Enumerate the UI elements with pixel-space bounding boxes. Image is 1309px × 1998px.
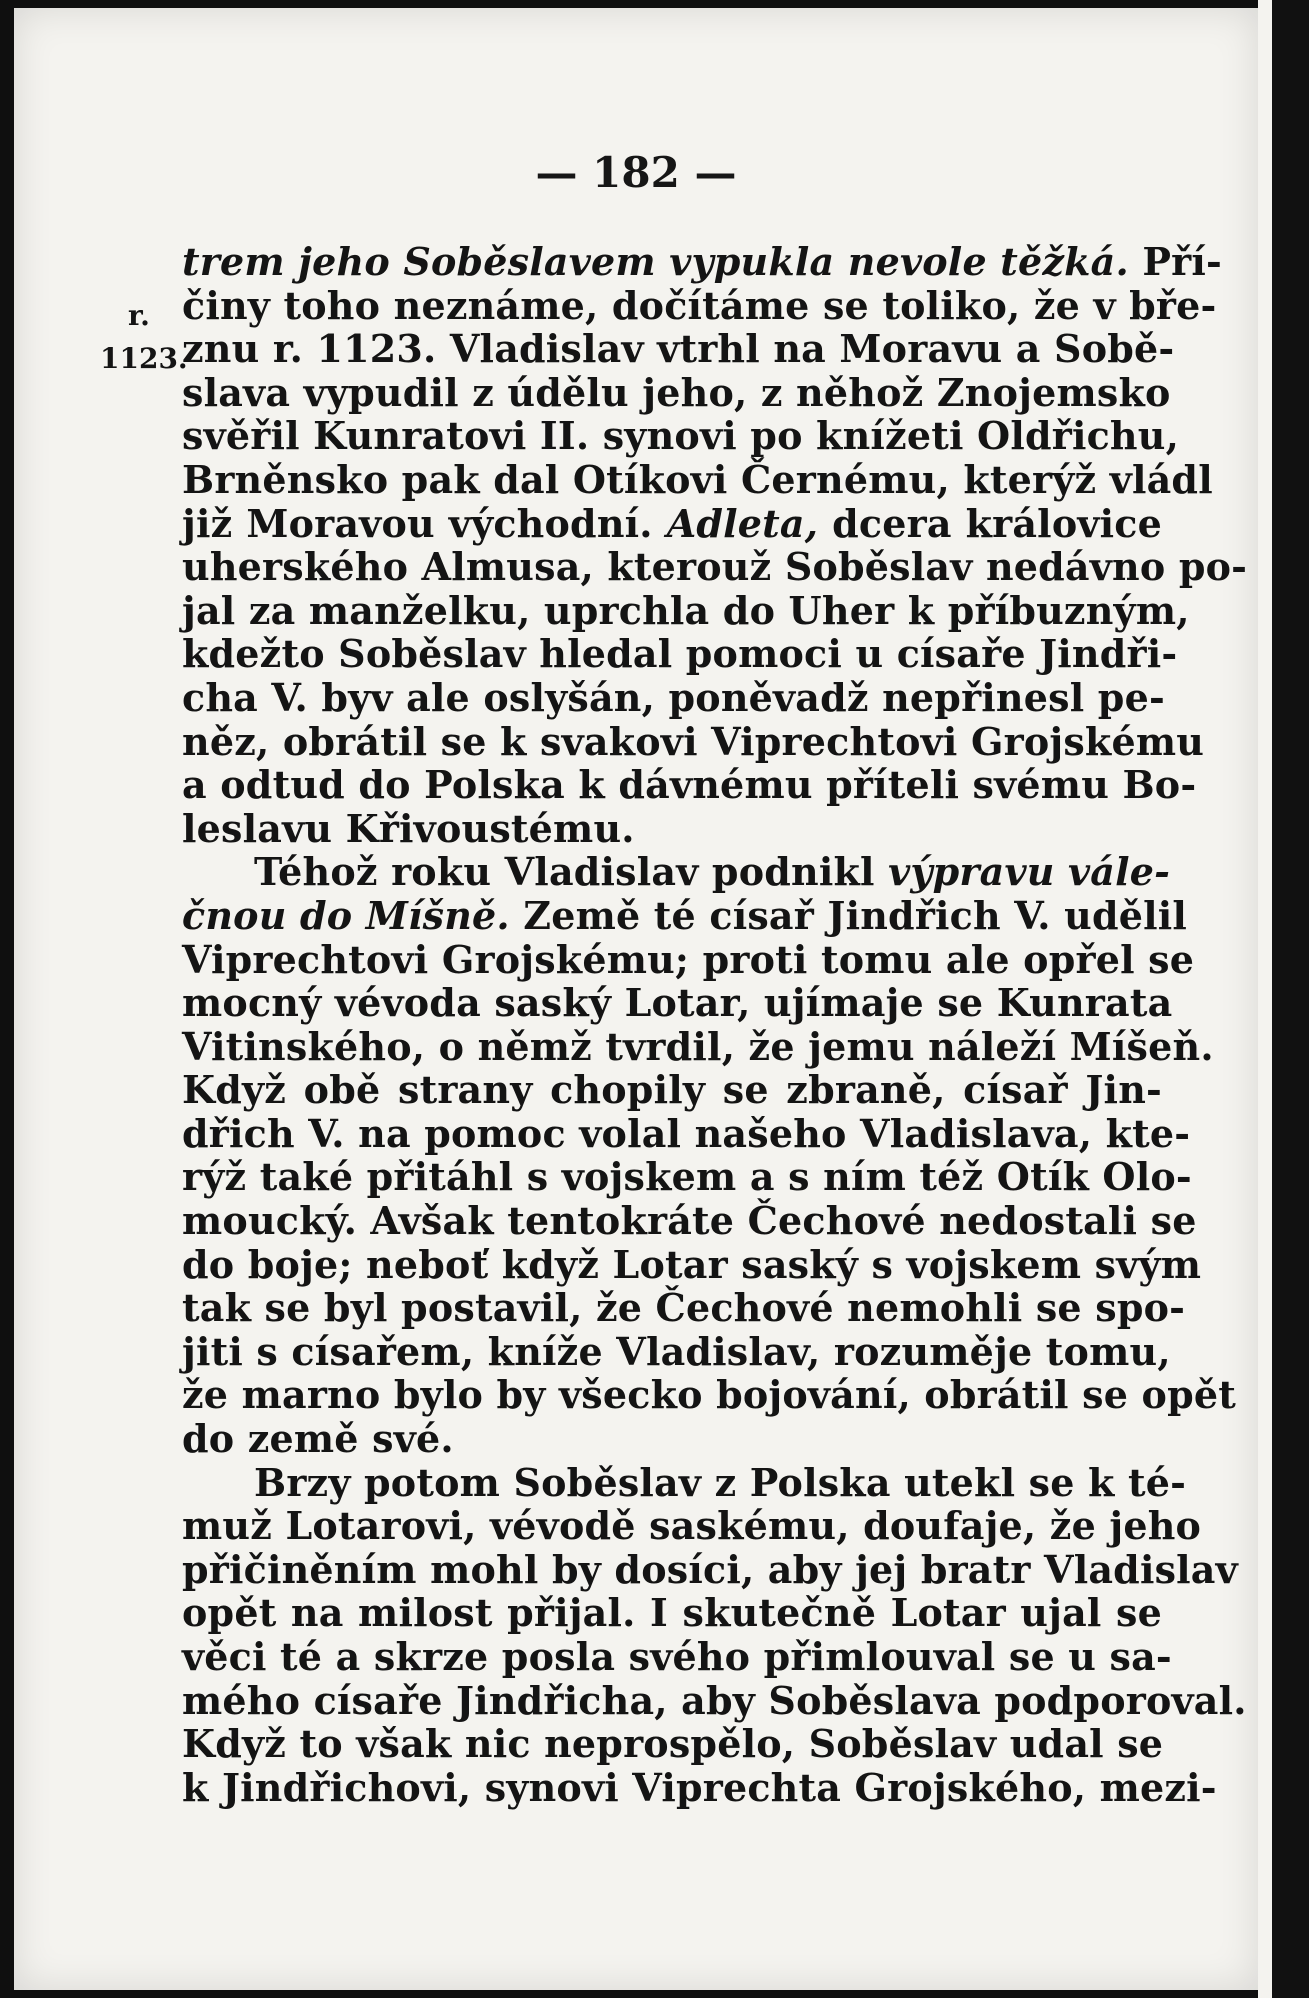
text-span: věci té a skrze posla svého přimlouval se u sa- xyxy=(182,1634,1172,1679)
text-line xyxy=(182,1503,1202,1549)
text-line xyxy=(182,807,1162,851)
text-line xyxy=(182,544,1248,590)
text-line xyxy=(182,631,1178,677)
text-line xyxy=(182,849,1171,895)
text-line xyxy=(182,1068,1162,1112)
text-line xyxy=(182,892,1188,938)
text-span: kdežto Soběslav hledal pomoci u císaře Jindři- xyxy=(182,631,1178,677)
text-line xyxy=(182,1546,1238,1592)
text-span: rýž také přitáhl s vojskem a s ním též Otík Olo- xyxy=(182,1154,1192,1200)
text-span: svěřil Kunratovi II. synovi po knížeti Oldřichu, xyxy=(182,413,1180,459)
text-line xyxy=(182,502,1162,546)
book-page xyxy=(14,8,1258,1990)
page-edge xyxy=(1258,0,1272,1998)
body-text xyxy=(182,239,1248,1810)
text-span: mého císaře Jindřicha, aby Soběslava podporoval. xyxy=(182,1677,1247,1723)
text-span: dcera královice xyxy=(818,500,1162,546)
margin-note-year: 1123. xyxy=(100,342,188,375)
text-line xyxy=(182,1023,1214,1069)
italic-text: trem jeho Soběslavem vypukla nevole těžká. xyxy=(182,239,1129,284)
text-span: Vitinského, o němž tvrdil, že jemu náleží Míšeň. xyxy=(182,1023,1214,1069)
text-line xyxy=(182,674,1165,720)
text-line xyxy=(182,282,1217,328)
text-line xyxy=(182,1722,1162,1766)
text-span: slava vypudil z údělu jeho, z něhož Znojemsko xyxy=(182,369,1171,415)
text-line xyxy=(182,1591,1162,1635)
text-span: a odtud do Polska k dávnému příteli svému Bo- xyxy=(182,762,1197,808)
text-line xyxy=(182,1110,1191,1156)
text-span: mocný vévoda saský Lotar, ujímaje se Kunrata xyxy=(182,980,1173,1026)
text-span: Když obě strany chopily se zbraně, císař Jin- xyxy=(182,1067,1162,1113)
text-span: znu r. 1123. Vladislav vtrhl na Moravu a Sobě- xyxy=(182,326,1175,372)
text-span: leslavu Křivoustému. xyxy=(182,805,635,851)
text-span: již Moravou východní. xyxy=(182,500,667,546)
text-line xyxy=(182,587,1190,633)
text-span: jal za manželku, uprchla do Uher k příbuzným, xyxy=(182,587,1190,633)
text-line xyxy=(182,1677,1247,1723)
text-line xyxy=(182,1328,1171,1374)
text-line xyxy=(182,1285,1186,1331)
text-span: že marno bylo by všecko bojování, obrátil se opět xyxy=(182,1372,1236,1418)
text-line xyxy=(182,1634,1172,1679)
margin-note-year-label: r. xyxy=(128,299,150,332)
text-span: moucký. Avšak tentokráte Čechové nedostali se xyxy=(182,1198,1197,1244)
text-line xyxy=(182,1154,1192,1200)
text-span: Když to však nic neprospělo, Soběslav udal se xyxy=(182,1721,1164,1767)
text-line xyxy=(182,762,1197,808)
text-span: přičiněním mohl by dosíci, aby jej bratr Vladislav xyxy=(182,1546,1238,1592)
text-span: muž Lotarovi, vévodě saskému, doufaje, že jeho xyxy=(182,1503,1202,1549)
text-line xyxy=(182,1459,1187,1505)
text-line xyxy=(182,1198,1197,1244)
text-span: do země své. xyxy=(182,1416,454,1462)
text-line xyxy=(182,1417,1162,1461)
text-line xyxy=(182,718,1205,764)
text-line xyxy=(182,1764,1217,1810)
text-line xyxy=(182,1372,1236,1418)
text-span: Brněnsko pak dal Otíkovi Černému, kterýž vládl xyxy=(182,456,1213,502)
text-line xyxy=(182,456,1213,502)
italic-text: čnou do Míšně. xyxy=(182,892,510,938)
text-span: Téhož roku Vladislav podnikl xyxy=(254,849,889,895)
text-span: uherského Almusa, kterouž Soběslav nedávno po- xyxy=(182,544,1248,590)
text-line xyxy=(182,239,1222,284)
italic-text: Adleta, xyxy=(666,500,819,546)
text-line xyxy=(182,936,1195,982)
text-span: opět na milost přijal. I skutečně Lotar ujal se xyxy=(182,1590,1162,1636)
text-span: Viprechtovi Grojskému; proti tomu ale opřel se xyxy=(182,936,1195,982)
text-span: Brzy potom Soběslav z Polska utekl se k té- xyxy=(254,1459,1187,1505)
page-number: — 182 — xyxy=(535,148,737,197)
italic-text: výpravu vále- xyxy=(888,849,1171,895)
text-line xyxy=(182,980,1173,1026)
text-span: dřich V. na pomoc volal našeho Vladislava, kte- xyxy=(182,1110,1191,1156)
text-span: Pří- xyxy=(1128,239,1222,284)
text-span: činy toho neznáme, dočítáme se toliko, že v bře- xyxy=(182,282,1217,328)
text-span: jiti s císařem, kníže Vladislav, rozuměje tomu, xyxy=(182,1328,1171,1374)
scan-border xyxy=(1272,0,1309,1998)
text-span: něz, obrátil se k svakovi Viprechtovi Grojskému xyxy=(182,718,1205,764)
text-line xyxy=(182,1241,1202,1287)
text-span: k Jindřichovi, synovi Viprechta Grojského, mezi- xyxy=(182,1764,1217,1810)
text-span: cha V. byv ale oslyšán, poněvadž nepřinesl pe- xyxy=(182,674,1165,720)
text-line xyxy=(182,413,1180,459)
text-line xyxy=(182,369,1171,415)
text-span: Země té císař Jindřich V. udělil xyxy=(509,892,1188,938)
text-span: tak se byl postavil, že Čechové nemohli se spo- xyxy=(182,1285,1186,1331)
text-line xyxy=(182,326,1175,372)
text-span: do boje; neboť když Lotar saský s vojskem svým xyxy=(182,1241,1202,1287)
